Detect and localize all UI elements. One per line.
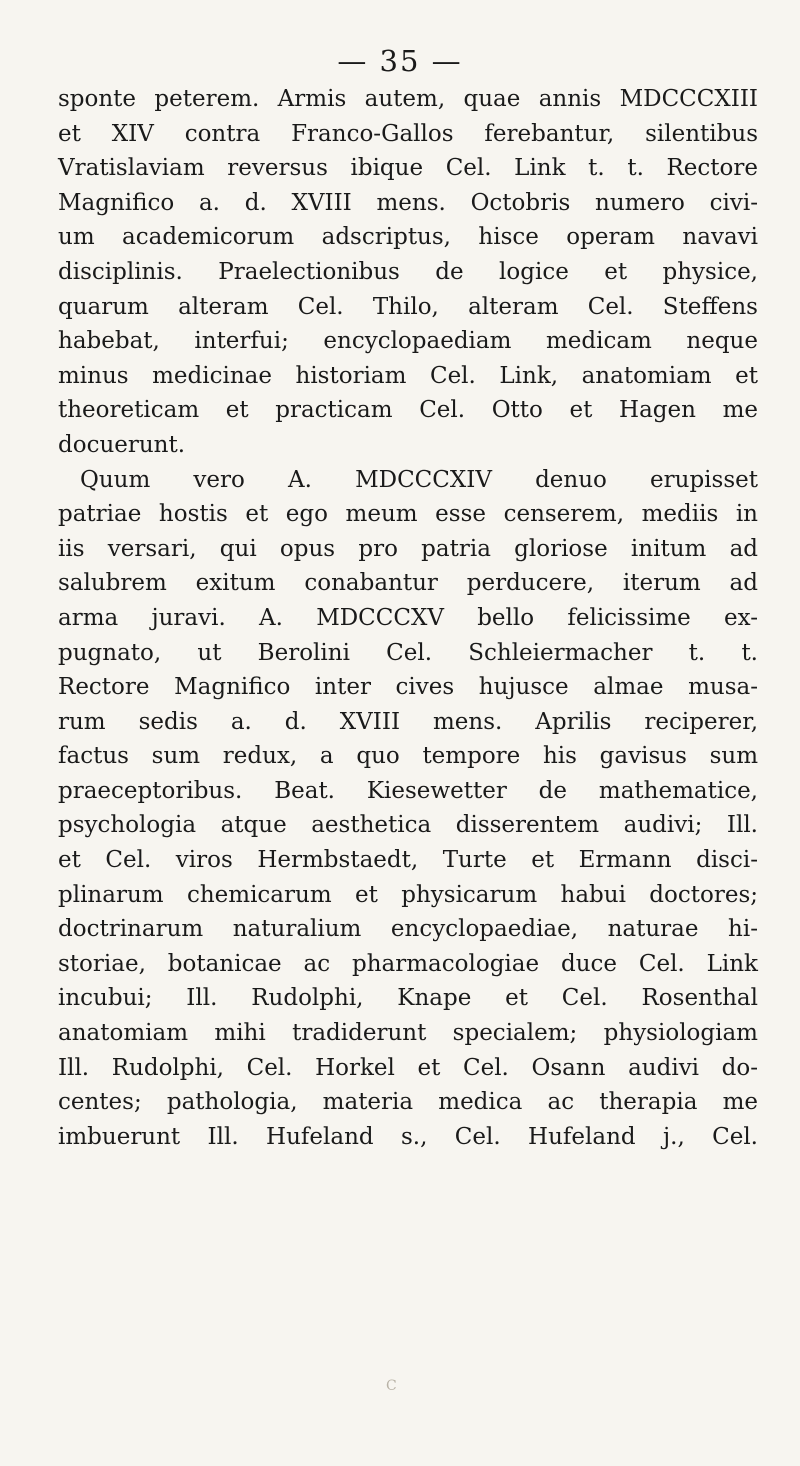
text-line: theoreticam et practicam Cel. Otto et Hagen me [58, 397, 758, 424]
text-line: docuerunt. [58, 431, 186, 458]
text-line: um academicorum adscriptus, hisce operam navavi [58, 224, 758, 251]
text-line: patriae hostis et ego meum esse censerem, mediis in [58, 501, 758, 528]
signature-mark: C [386, 1378, 397, 1394]
text-line: storiae, botanicae ac pharmacologiae duce Cel. Link [58, 950, 758, 977]
text-line: disciplinis. Praelectionibus de logice et physice, [58, 258, 758, 285]
text-line: arma juravi. A. MDCCCXV bello felicissime ex- [58, 604, 758, 631]
text-line: psychologia atque aesthetica disserentem audivi; Ill. [58, 812, 758, 839]
text-line: Magnifico a. d. XVIII mens. Octobris numero civi- [58, 189, 758, 216]
text-line: sponte peterem. Armis autem, quae annis MDCCCXIII [58, 86, 758, 112]
text-line: plinarum chemicarum et physicarum habui doctores; [58, 881, 758, 908]
text-line: salubrem exitum conabantur perducere, iterum ad [58, 570, 758, 597]
text-line: praeceptoribus. Beat. Kiesewetter de mathematice, [58, 777, 758, 804]
text-line: quarum alteram Cel. Thilo, alteram Cel. Steffens [58, 293, 758, 320]
text-line: pugnato, ut Berolini Cel. Schleiermacher t. t. [58, 639, 758, 666]
page-number: — 35 — [337, 44, 463, 78]
text-line: doctrinarum naturalium encyclopaediae, naturae hi- [58, 916, 758, 943]
text-line: et Cel. viros Hermbstaedt, Turte et Ermann disci- [58, 847, 758, 874]
text-line: Ill. Rudolphi, Cel. Horkel et Cel. Osann audivi do- [58, 1054, 758, 1081]
text-line: Quum vero A. MDCCCXIV denuo erupisset [80, 466, 758, 493]
text-line: minus medicinae historiam Cel. Link, anatomiam et [58, 362, 758, 389]
text-line: factus sum redux, a quo tempore his gavisus sum [58, 743, 758, 770]
text-line: Vratislaviam reversus ibique Cel. Link t. t. Rectore [58, 155, 758, 182]
text-line: imbuerunt Ill. Hufeland s., Cel. Hufeland j., Cel. [58, 1123, 758, 1150]
text-line: anatomiam mihi tradiderunt specialem; physiologiam [58, 1020, 758, 1047]
text-line: incubui; Ill. Rudolphi, Knape et Cel. Rosenthal [58, 985, 758, 1012]
text-line: et XIV contra Franco-Gallos ferebantur, silentibus [58, 120, 758, 147]
text-line: iis versari, qui opus pro patria gloriose initum ad [58, 535, 758, 562]
text-line: centes; pathologia, materia medica ac therapia me [58, 1089, 758, 1116]
body-text [58, 82, 758, 1154]
text-line: rum sedis a. d. XVIII mens. Aprilis reciperer, [58, 708, 758, 735]
text-line: habebat, interfui; encyclopaediam medicam neque [58, 328, 758, 355]
text-line: Rectore Magnifico inter cives hujusce almae musa- [58, 674, 758, 701]
